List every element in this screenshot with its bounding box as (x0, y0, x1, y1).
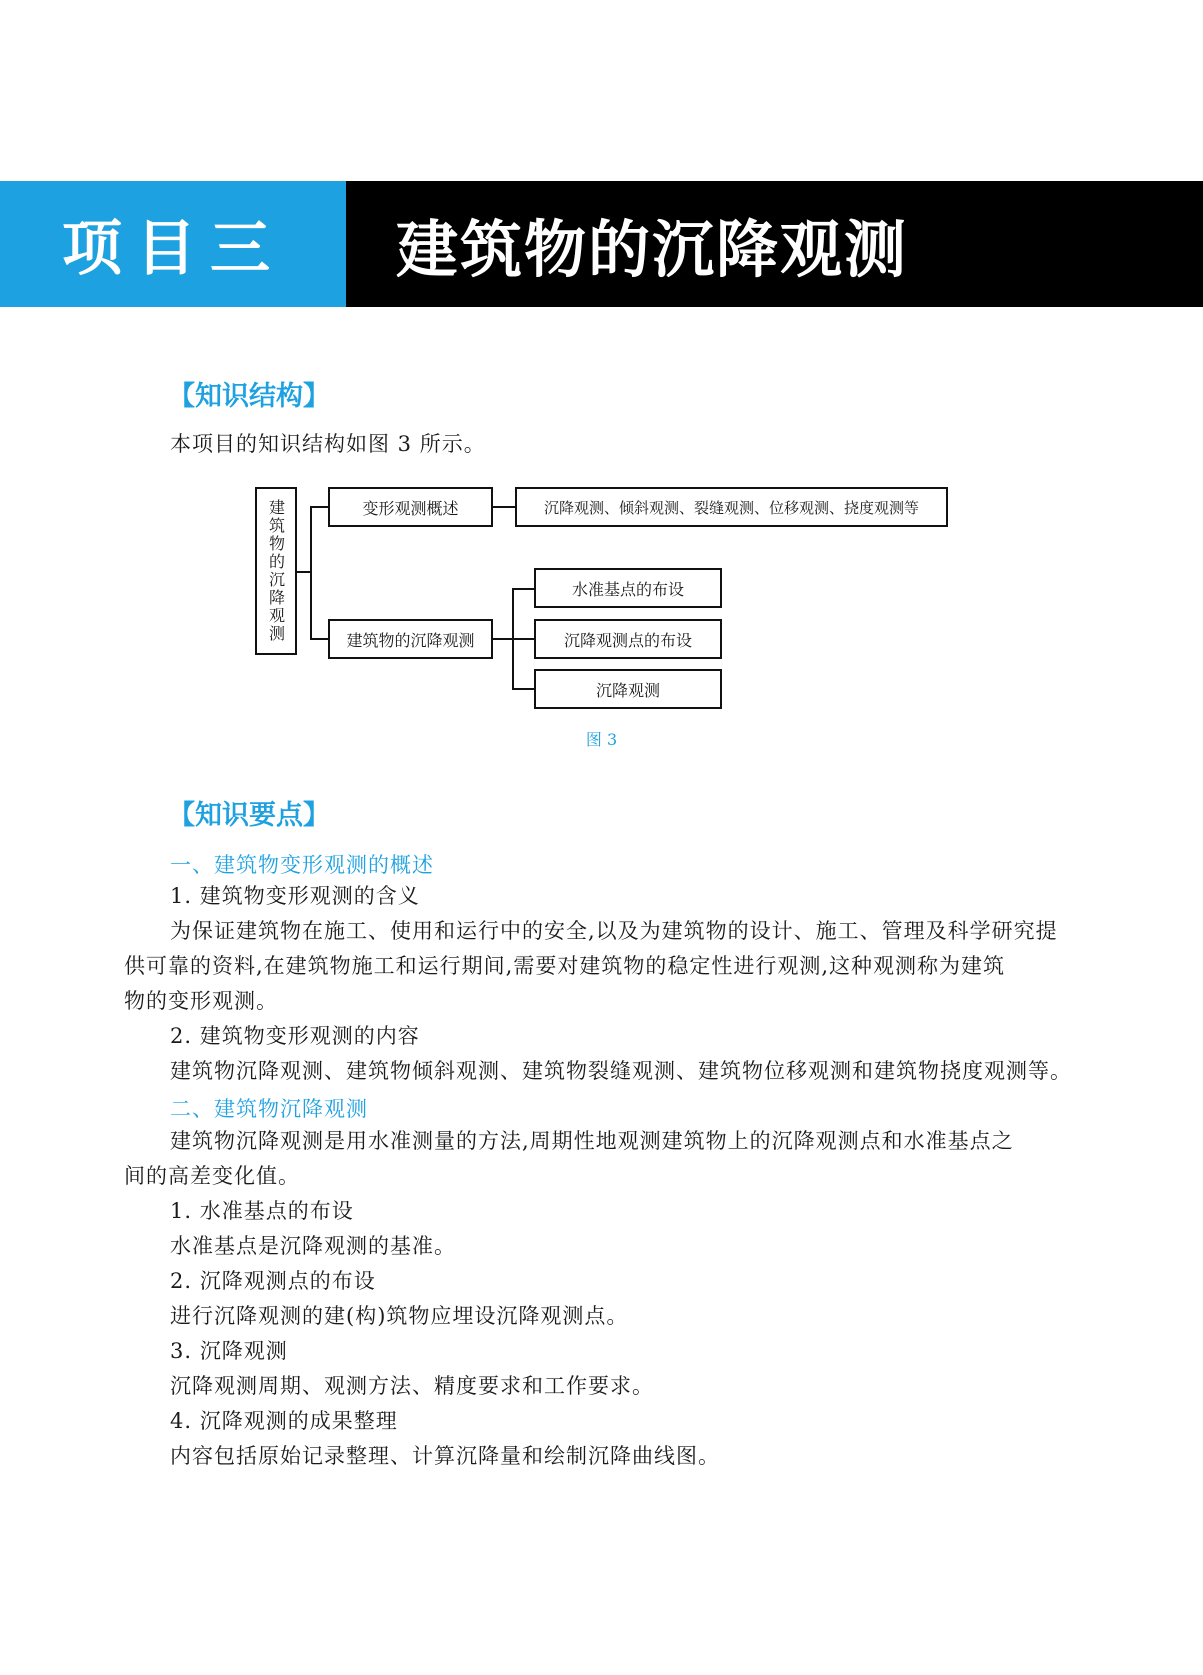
diagram-child-label: 沉降观测 (595, 680, 660, 700)
section-2-item-2-text: 进行沉降观测的建(构)筑物应埋设沉降观测点。 (170, 1304, 629, 1328)
section-2-item-2: 2. 沉降观测点的布设 (170, 1269, 376, 1293)
section-1-item-1-text: 供可靠的资料,在建筑物施工和运行期间,需要对建筑物的稳定性进行观测,这种观测称为建筑 (124, 954, 1006, 978)
connector (310, 638, 328, 640)
section-2-item-3: 3. 沉降观测 (170, 1339, 288, 1363)
section-1-item-2: 2. 建筑物变形观测的内容 (170, 1024, 420, 1048)
section-1-item-2-text: 建筑物沉降观测、建筑物倾斜观测、建筑物裂缝观测、建筑物位移观测和建筑物挠度观测等。 (170, 1059, 1072, 1083)
connector (512, 588, 534, 590)
diagram-branch1-detail-node (515, 487, 948, 527)
knowledge-points-heading: 【知识要点】 (168, 800, 330, 831)
section-2-item-3-text: 沉降观测周期、观测方法、精度要求和工作要求。 (170, 1374, 654, 1398)
chapter-title-block (346, 181, 1203, 307)
section-2-text: 建筑物沉降观测是用水准测量的方法,周期性地观测建筑物上的沉降观测点和水准基点之 (170, 1129, 1014, 1153)
connector (493, 506, 515, 508)
section-2-item-1: 1. 水准基点的布设 (170, 1199, 354, 1223)
diagram-child-node (534, 619, 722, 659)
section-2-item-1-text: 水准基点是沉降观测的基准。 (170, 1234, 456, 1258)
connector (297, 571, 311, 573)
section-2-item-4-text: 内容包括原始记录整理、计算沉降量和绘制沉降曲线图。 (170, 1444, 720, 1468)
knowledge-structure-intro: 本项目的知识结构如图 3 所示。 (170, 432, 486, 456)
connector (512, 638, 534, 640)
diagram-branch1-label: 变形观测概述 (362, 498, 459, 518)
knowledge-structure-heading: 【知识结构】 (168, 381, 330, 412)
diagram-branch1-detail-label: 沉降观测、倾斜观测、裂缝观测、位移观测、挠度观测等 (543, 498, 919, 517)
section-1-item-1-text: 为保证建筑物在施工、使用和运行中的安全,以及为建筑物的设计、施工、管理及科学研究提 (170, 919, 1058, 943)
diagram-child-node (534, 669, 722, 709)
section-1-item-1-text: 物的变形观测。 (124, 989, 278, 1013)
connector (310, 506, 312, 639)
diagram-root-node (255, 487, 297, 655)
connector (310, 506, 328, 508)
diagram-branch2-label: 建筑物的沉降观测 (346, 630, 475, 650)
diagram-root-label: 建筑物的沉降观测 (266, 499, 286, 643)
section-1-item-1: 1. 建筑物变形观测的含义 (170, 884, 420, 908)
diagram-child-node (534, 568, 722, 608)
connector (493, 638, 513, 640)
diagram-branch1-node (328, 487, 493, 527)
figure-caption: 图 3 (585, 730, 618, 749)
project-label: 项目三 (62, 214, 284, 284)
diagram-branch2-node (328, 619, 493, 659)
connector (512, 688, 534, 690)
section-2-text: 间的高差变化值。 (124, 1164, 300, 1188)
section-2-item-4: 4. 沉降观测的成果整理 (170, 1409, 398, 1433)
project-label-block (0, 181, 346, 307)
chapter-title: 建筑物的沉降观测 (396, 212, 909, 286)
diagram-child-label: 沉降观测点的布设 (563, 630, 692, 650)
knowledge-structure-diagram (250, 482, 960, 714)
section-2-title: 二、建筑物沉降观测 (170, 1097, 368, 1121)
section-1-title: 一、建筑物变形观测的概述 (170, 853, 434, 877)
diagram-child-label: 水准基点的布设 (571, 579, 684, 599)
chapter-banner (0, 181, 1203, 307)
